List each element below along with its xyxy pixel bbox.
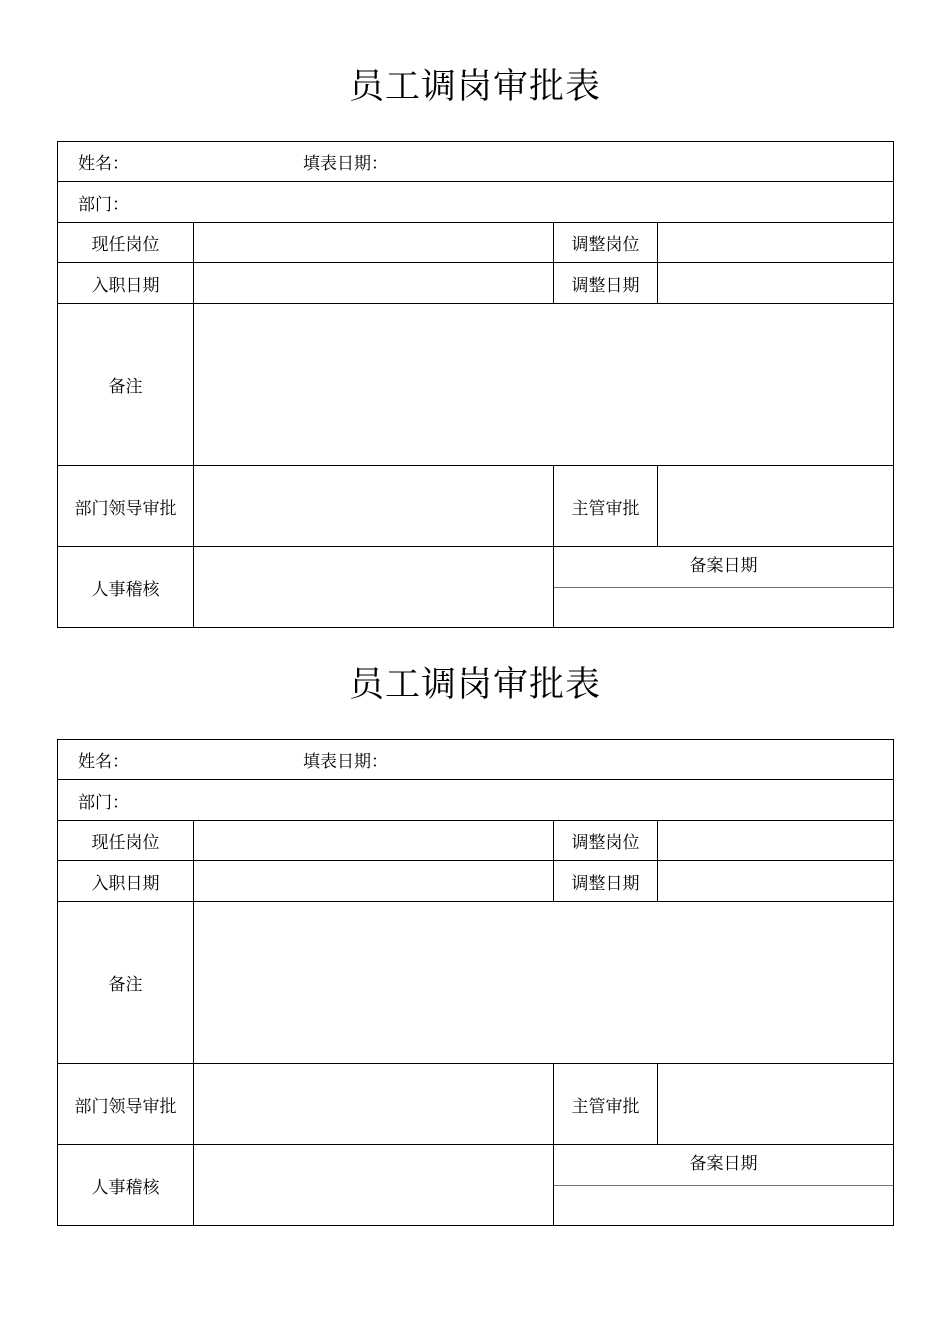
supervisor-approval-label: 主管审批 — [554, 466, 658, 547]
filing-date-label: 备案日期 — [554, 1145, 893, 1186]
entry-date-label: 入职日期 — [58, 263, 194, 304]
current-position-label: 现任岗位 — [58, 821, 194, 861]
filing-date-cell — [554, 547, 894, 628]
remarks-field[interactable] — [194, 304, 894, 466]
fill-date-label: 填表日期： — [303, 752, 388, 772]
dept-leader-approval-label: 部门领导审批 — [58, 1064, 194, 1145]
fill-date-label: 填表日期： — [303, 154, 388, 174]
hr-review-label: 人事稽核 — [58, 547, 194, 628]
name-label: 姓名： — [78, 154, 129, 174]
supervisor-approval-field[interactable] — [658, 1064, 894, 1145]
dept-leader-approval-field[interactable] — [194, 466, 554, 547]
entry-date-field[interactable] — [194, 861, 554, 902]
dept-leader-approval-field[interactable] — [194, 1064, 554, 1145]
department-row[interactable] — [58, 780, 894, 821]
adjusted-date-label: 调整日期 — [554, 861, 658, 902]
adjusted-position-field[interactable] — [658, 223, 894, 263]
filing-date-label: 备案日期 — [554, 547, 893, 588]
remarks-label: 备注 — [58, 304, 194, 466]
current-position-label: 现任岗位 — [58, 223, 194, 263]
current-position-field[interactable] — [194, 223, 554, 263]
department-row[interactable] — [58, 182, 894, 223]
name-date-row[interactable] — [58, 142, 894, 182]
filing-date-cell — [554, 1145, 894, 1226]
remarks-field[interactable] — [194, 902, 894, 1064]
remarks-label: 备注 — [58, 902, 194, 1064]
current-position-field[interactable] — [194, 821, 554, 861]
approval-table — [57, 141, 894, 628]
name-date-row[interactable] — [58, 740, 894, 780]
entry-date-label: 入职日期 — [58, 861, 194, 902]
name-label: 姓名： — [78, 752, 129, 772]
adjusted-position-label: 调整岗位 — [554, 821, 658, 861]
entry-date-field[interactable] — [194, 263, 554, 304]
adjusted-position-label: 调整岗位 — [554, 223, 658, 263]
department-label: 部门： — [78, 194, 129, 215]
filing-date-field[interactable] — [554, 1186, 893, 1226]
dept-leader-approval-label: 部门领导审批 — [58, 466, 194, 547]
hr-review-field[interactable] — [194, 1145, 554, 1226]
hr-review-label: 人事稽核 — [58, 1145, 194, 1226]
form-title: 员工调岗审批表 — [348, 67, 601, 107]
adjusted-date-label: 调整日期 — [554, 263, 658, 304]
supervisor-approval-field[interactable] — [658, 466, 894, 547]
adjusted-position-field[interactable] — [658, 821, 894, 861]
hr-review-field[interactable] — [194, 547, 554, 628]
supervisor-approval-label: 主管审批 — [554, 1064, 658, 1145]
form-title: 员工调岗审批表 — [348, 665, 601, 705]
filing-date-field[interactable] — [554, 588, 893, 628]
approval-table — [57, 739, 894, 1226]
adjusted-date-field[interactable] — [658, 861, 894, 902]
department-label: 部门： — [78, 792, 129, 813]
adjusted-date-field[interactable] — [658, 263, 894, 304]
